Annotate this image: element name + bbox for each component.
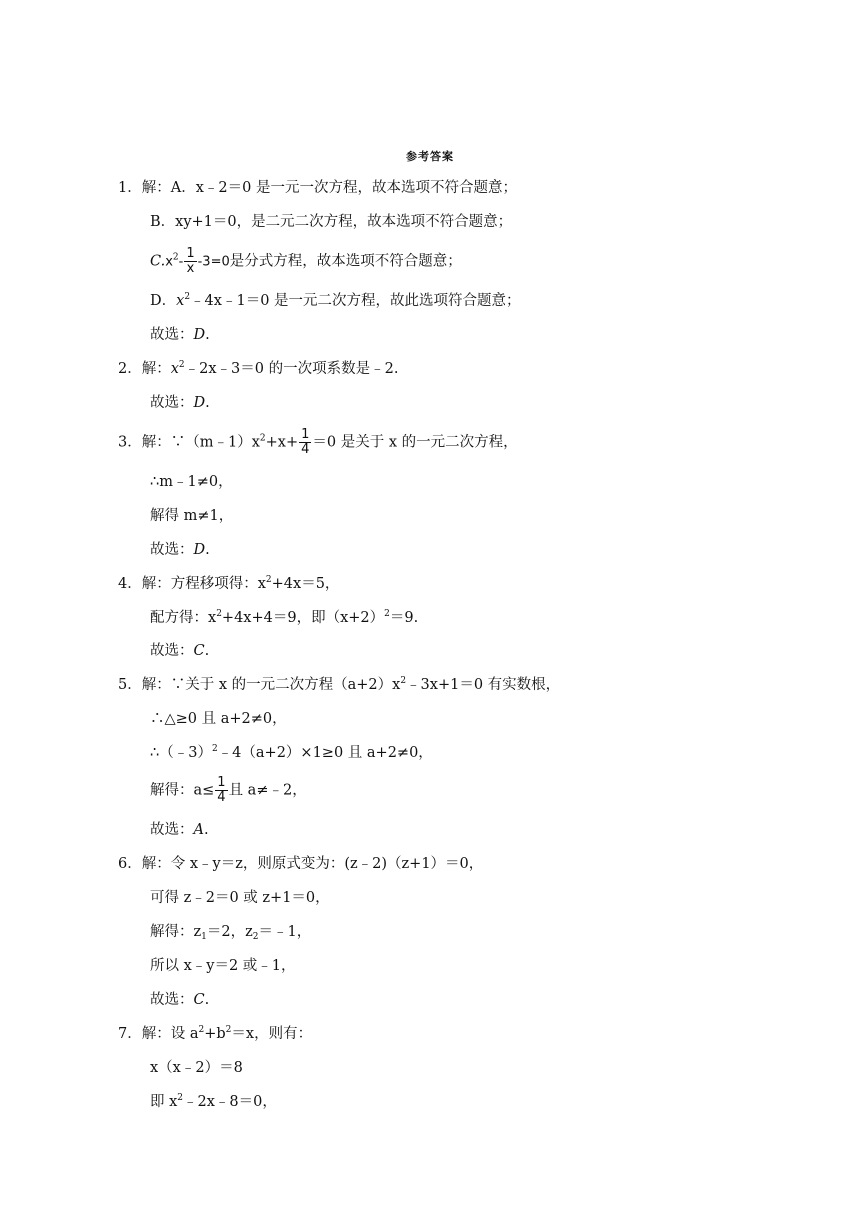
q4-s2-mid: +4x+4＝9，即（x+2） bbox=[221, 610, 385, 626]
q7-square-a: 2 bbox=[198, 1025, 205, 1035]
q6-s3-b: ＝2，z bbox=[206, 924, 253, 940]
q7-s3-square: 2 bbox=[177, 1093, 184, 1103]
q6-sub-2: 2 bbox=[252, 932, 259, 942]
q4-s2-square-2: 2 bbox=[384, 609, 390, 619]
q3-answer bbox=[150, 540, 210, 560]
q1-c-text: 是分式方程，故本选项不符合题意； bbox=[229, 253, 462, 270]
q4-answer bbox=[150, 641, 209, 661]
q5-line bbox=[118, 675, 560, 695]
q4-step-2 bbox=[150, 608, 418, 628]
q5-s3-end: ﹣4（a+2）×1≥0 且 a+2≠0， bbox=[217, 745, 433, 761]
q3-line bbox=[118, 428, 518, 457]
answer-end: . bbox=[204, 643, 210, 659]
q5-text: ﹣3x+1＝0 有实数根， bbox=[406, 677, 561, 693]
q7-s3-prefix: 即 x bbox=[150, 1094, 178, 1110]
q1-c-minus: - bbox=[178, 254, 184, 270]
q4-s2-square: 2 bbox=[216, 609, 222, 619]
q7-prefix: 解：设 a bbox=[141, 1026, 199, 1042]
answer-end: . bbox=[203, 822, 209, 838]
q1-c-label: C. bbox=[150, 253, 166, 270]
q7-number: 7． bbox=[118, 1026, 142, 1042]
q1-c-fraction bbox=[184, 247, 196, 276]
q6-number: 6． bbox=[118, 856, 142, 872]
q2-text: ﹣2x﹣3＝0 的一次项系数是﹣2. bbox=[184, 361, 399, 377]
answer-end: . bbox=[205, 542, 210, 558]
q2-square: 2 bbox=[178, 360, 185, 370]
fraction-numerator: 1 bbox=[217, 775, 226, 790]
q4-prefix: 解：方程移项得：x bbox=[141, 576, 266, 592]
q3-mid: +x+ bbox=[265, 434, 299, 451]
answer-label: 故选： bbox=[150, 542, 194, 558]
q5-s4-end: 且 a≠﹣2， bbox=[228, 782, 307, 799]
fraction-denominator: 4 bbox=[301, 442, 310, 457]
q1-c-x: x bbox=[165, 254, 173, 270]
q1-c-square: 2 bbox=[172, 252, 179, 263]
q6-s3-a: 解得：z bbox=[150, 924, 202, 940]
answer-end: . bbox=[204, 992, 210, 1008]
q3-square: 2 bbox=[259, 433, 266, 444]
q3-number: 3． bbox=[118, 434, 142, 451]
q1-option-b: B．xy+1＝0，是二元二次方程，故本选项不符合题意； bbox=[150, 214, 513, 230]
q1-d-square: 2 bbox=[184, 292, 191, 302]
q6-step-3 bbox=[150, 922, 311, 942]
answer-choice: C bbox=[193, 643, 205, 659]
q4-text: +4x＝5， bbox=[271, 576, 340, 592]
q1-answer bbox=[150, 325, 210, 345]
answer-choice: D bbox=[193, 395, 206, 411]
q4-line bbox=[118, 574, 339, 594]
q6-line bbox=[118, 854, 483, 874]
q4-square: 2 bbox=[265, 575, 272, 585]
answer-label: 故选： bbox=[150, 327, 194, 343]
q2-answer bbox=[150, 393, 210, 413]
q1-option-a: 解：A．x﹣2＝0 是一元一次方程，故本选项不符合题意； bbox=[141, 180, 517, 196]
q7-step-3 bbox=[150, 1092, 277, 1112]
q7-step-2: x（x﹣2）＝8 bbox=[150, 1060, 243, 1076]
q1-d-label: D． bbox=[150, 293, 177, 309]
q7-square-b: 2 bbox=[225, 1025, 232, 1035]
q6-step-2: 可得 z﹣2＝0 或 z+1＝0， bbox=[150, 890, 330, 906]
q5-step-2: ∴△≥0 且 a+2≠0， bbox=[150, 711, 287, 727]
q5-s3-square: 2 bbox=[211, 744, 218, 754]
answer-label: 故选： bbox=[150, 822, 194, 838]
q1-option-d bbox=[150, 291, 521, 311]
fraction-denominator: x bbox=[186, 261, 195, 276]
q1-d-text: ﹣4x﹣1＝0 是一元二次方程，故此选项符合题意； bbox=[190, 293, 521, 309]
answer-choice: D bbox=[193, 327, 206, 343]
q6-text: 解：令 x﹣y＝z，则原式变为：(z﹣2)（z+1）＝0， bbox=[141, 856, 484, 872]
q5-square: 2 bbox=[400, 676, 407, 686]
q3-fraction bbox=[299, 428, 311, 457]
answer-end: . bbox=[205, 395, 210, 411]
q7-s3-end: ﹣2x﹣8＝0， bbox=[183, 1094, 277, 1110]
q2-line bbox=[118, 359, 398, 379]
q5-number: 5． bbox=[118, 677, 142, 693]
q1-c-tail: -3=0 bbox=[197, 254, 230, 270]
q6-answer bbox=[150, 990, 209, 1010]
q7-mid: +b bbox=[204, 1026, 226, 1042]
q1-line-a bbox=[118, 178, 517, 198]
q3-step-2: ∴m﹣1≠0， bbox=[150, 474, 233, 490]
fraction-numerator: 1 bbox=[301, 427, 310, 442]
q3-prefix: 解：∵（m﹣1）x bbox=[141, 434, 260, 451]
q6-step-4: 所以 x﹣y＝2 或﹣1， bbox=[150, 958, 296, 974]
q7-line bbox=[118, 1024, 312, 1044]
q7-text: ＝x，则有： bbox=[231, 1026, 313, 1042]
answer-choice: A bbox=[193, 822, 204, 838]
q5-fraction bbox=[215, 776, 227, 805]
q6-sub-1: 1 bbox=[201, 932, 207, 942]
q4-s2-end: ＝9. bbox=[389, 610, 419, 626]
q4-number: 4． bbox=[118, 576, 142, 592]
q5-step-4 bbox=[150, 776, 307, 805]
q1-option-c bbox=[150, 247, 462, 276]
q5-answer bbox=[150, 820, 209, 840]
page-title: 参考答案 bbox=[406, 150, 454, 163]
answer-choice: C bbox=[193, 992, 205, 1008]
q5-step-3 bbox=[150, 743, 433, 763]
q1-number: 1． bbox=[118, 180, 142, 196]
q5-s4-prefix: 解得：a≤ bbox=[150, 782, 215, 799]
q4-s2-prefix: 配方得：x bbox=[150, 610, 217, 626]
q1-d-x: x bbox=[176, 293, 185, 309]
answer-end: . bbox=[205, 327, 210, 343]
q5-prefix: 解：∵关于 x 的一元二次方程（a+2）x bbox=[141, 677, 401, 693]
q2-number: 2． bbox=[118, 361, 142, 377]
q2-x: x bbox=[170, 361, 179, 377]
fraction-denominator: 4 bbox=[217, 790, 226, 805]
fraction-numerator: 1 bbox=[186, 246, 195, 261]
q6-s3-c: ＝﹣1， bbox=[258, 924, 312, 940]
q3-text: ＝0 是关于 x 的一元二次方程， bbox=[312, 434, 518, 451]
answer-label: 故选： bbox=[150, 992, 194, 1008]
answer-label: 故选： bbox=[150, 643, 194, 659]
q5-s3-prefix: ∴（﹣3） bbox=[150, 745, 212, 761]
answer-label: 故选： bbox=[150, 395, 194, 411]
q3-step-3: 解得 m≠1， bbox=[150, 508, 234, 524]
answer-choice: D bbox=[193, 542, 206, 558]
q2-prefix: 解： bbox=[141, 361, 171, 377]
